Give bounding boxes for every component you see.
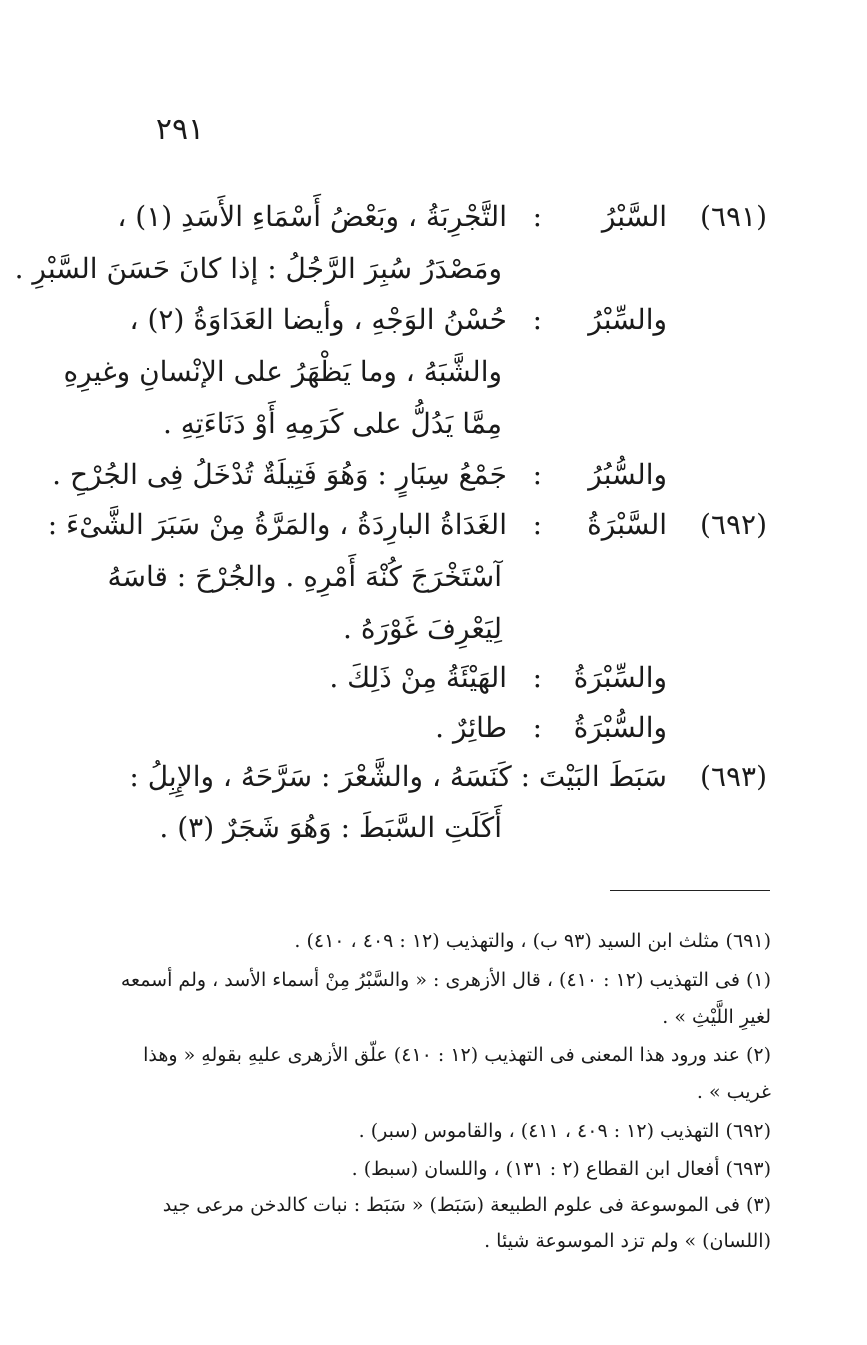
entry-definition: سَبَطَ البَيْتَ : كَنَسَهُ ، والشَّعْرَ : سَرَّحَهُ ، والإِبِلُ :	[129, 760, 667, 793]
footnote-3-continuation: (اللسان) » ولم تزد الموسوعة شيئا .	[484, 1230, 771, 1252]
entry-headword: والسِّبْرَةُ	[573, 661, 667, 694]
entry-continuation: أَكَلَتِ السَّبَطَ : وَهُوَ شَجَرٌ (٣) .	[159, 811, 502, 844]
entry-headword: والسِّبْرُ	[588, 303, 667, 336]
entry-number-693: (٦٩٣)	[700, 760, 767, 793]
entry-headword: والسُّبْرَةُ	[573, 711, 667, 744]
entry-headword: السَّبْرَةُ	[587, 508, 667, 541]
page-number: ٢٩١	[155, 112, 205, 147]
entry-definition: طائِرٌ .	[435, 711, 507, 744]
entry-headword: والسُّبُرُ	[588, 458, 667, 491]
entry-continuation: ومَصْدَرُ سُبِرَ الرَّجُلُ : إذا كانَ حَسَنَ السَّبْرِ .	[14, 252, 502, 285]
entry-colon: :	[532, 200, 542, 233]
entry-colon: :	[532, 661, 542, 694]
entry-definition: التَّجْرِبَةُ ، وبَعْضُ أَسْمَاءِ الأَسَدِ (١) ،	[117, 200, 507, 233]
footnote-2: (٢) عند ورود هذا المعنى فى التهذيب (١٢ : ٤١٠) علّق الأزهرى عليهِ بقولهِ « وهذا	[143, 1044, 771, 1066]
entry-definition: جَمْعُ سِبَارٍ : وَهُوَ فَتِيلَةٌ تُدْخَلُ فِى الجُرْحِ .	[52, 458, 507, 491]
entry-definition: الغَدَاةُ البارِدَةُ ، والمَرَّةُ مِنْ سَبَرَ الشَّىْءَ :	[47, 508, 507, 541]
entry-continuation: لِيَعْرِفَ غَوْرَهُ .	[343, 612, 502, 645]
entry-definition: حُسْنُ الوَجْهِ ، وأيضا العَدَاوَةُ (٢) ،	[129, 303, 507, 336]
footnote-691: (٦٩١) مثلث ابن السيد (٩٣ ب) ، والتهذيب (١٢ : ٤٠٩ ، ٤١٠) .	[294, 930, 771, 952]
footnote-692: (٦٩٢) التهذيب (١٢ : ٤٠٩ ، ٤١١) ، والقاموس (سبر) .	[358, 1120, 771, 1142]
entry-colon: :	[532, 711, 542, 744]
entry-continuation: آسْتَخْرَجَ كُنْهَ أَمْرِهِ . والجُرْحَ : قاسَهُ	[107, 560, 502, 593]
entry-colon: :	[532, 303, 542, 336]
footnote-693: (٦٩٣) أفعال ابن القطاع (٢ : ١٣١) ، واللسان (سبط) .	[351, 1158, 771, 1180]
footnote-3: (٣) فى الموسوعة فى علوم الطبيعة (سَبَط) « سَبَط : نبات كالدخن مرعى جيد	[162, 1194, 771, 1216]
entry-definition: الهَيْئَةُ مِنْ ذَلِكَ .	[329, 661, 507, 694]
footnote-1-continuation: لغيرِ اللَّيْثِ » .	[662, 1006, 771, 1028]
entry-continuation: والشَّبَهُ ، وما يَظْهَرُ على الإنْسانِ وغيرِهِ	[63, 355, 502, 388]
entry-number-691: (٦٩١)	[700, 200, 767, 233]
footnote-2-continuation: غريب » .	[696, 1081, 771, 1103]
footnote-1: (١) فى التهذيب (١٢ : ٤١٠) ، قال الأزهرى : « والسَّبْرُ مِنْ أسماء الأسد ، ولم أسمعه	[120, 969, 771, 991]
entry-headword: السَّبْرُ	[601, 200, 667, 233]
entry-continuation: مِمَّا يَدُلُّ على كَرَمِهِ أَوْ دَنَاءَتِهِ .	[162, 407, 502, 440]
footnote-separator	[610, 890, 770, 891]
entry-number-692: (٦٩٢)	[700, 508, 767, 541]
entry-colon: :	[532, 508, 542, 541]
entry-colon: :	[532, 458, 542, 491]
